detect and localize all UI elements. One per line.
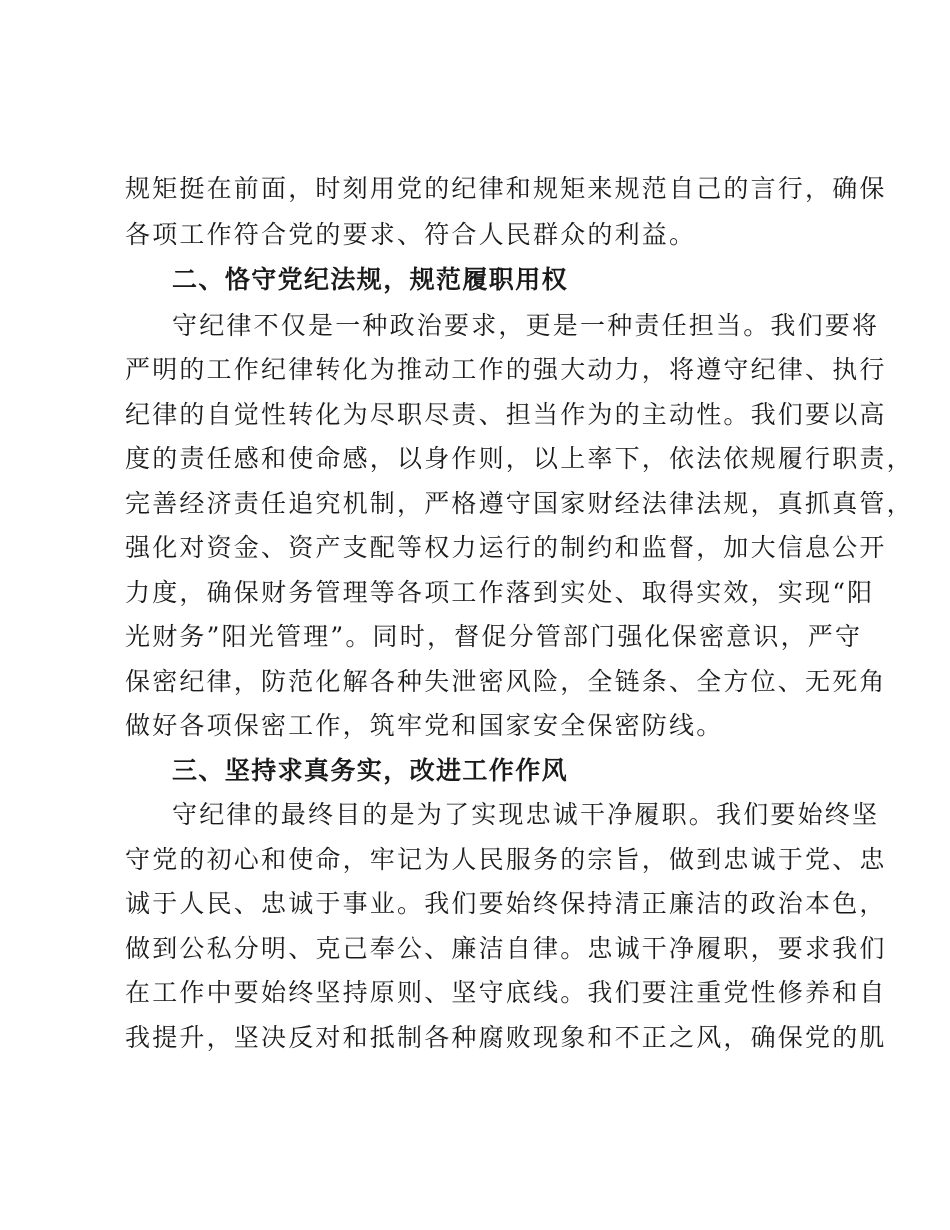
section-heading-2: 二、恪守党纪法规，规范履职用权	[172, 265, 569, 294]
text-line: 做好各项保密工作，筑牢党和国家安全保密防线。	[125, 711, 724, 740]
text-line: 严明的工作纪律转化为推动工作的强大动力，将遵守纪律、执行	[125, 355, 887, 384]
text-line: 诚于人民、忠诚于事业。我们要始终保持清正廉洁的政治本色，	[125, 889, 887, 918]
paragraph-first-line: 守纪律的最终目的是为了实现忠诚干净履职。我们要始终坚	[172, 800, 880, 829]
text-line: 力度，确保财务管理等各项工作落到实处、取得实效，实现“阳	[125, 578, 875, 607]
text-line: 度的责任感和使命感，以身作则，以上率下，依法依规履行职责，	[125, 444, 914, 473]
text-line: 守党的初心和使命，牢记为人民服务的宗旨，做到忠诚于党、忠	[125, 845, 887, 874]
text-line: 强化对资金、资产支配等权力运行的制约和监督，加大信息公开	[125, 533, 887, 562]
text-line: 保密纪律，防范化解各种失泄密风险，全链条、全方位、无死角	[125, 667, 887, 696]
text-line: 在工作中要始终坚持原则、坚守底线。我们要注重党性修养和自	[125, 978, 887, 1007]
text-line: 做到公私分明、克己奉公、廉洁自律。忠诚干净履职，要求我们	[125, 934, 887, 963]
text-line: 我提升，坚决反对和抵制各种腐败现象和不正之风，确保党的肌	[125, 1023, 887, 1052]
text-line: 各项工作符合党的要求、符合人民群众的利益。	[125, 220, 697, 249]
paragraph-first-line: 守纪律不仅是一种政治要求，更是一种责任担当。我们要将	[172, 311, 880, 340]
section-heading-3: 三、坚持求真务实，改进工作作风	[172, 756, 569, 785]
text-line: 纪律的自觉性转化为尽职尽责、担当作为的主动性。我们要以高	[125, 400, 887, 429]
text-line: 完善经济责任追究机制，严格遵守国家财经法律法规，真抓真管，	[125, 489, 914, 518]
text-line: 光财务”阳光管理”。同时，督促分管部门强化保密意识，严守	[125, 622, 863, 651]
text-line: 规矩挺在前面，时刻用党的纪律和规矩来规范自己的言行，确保	[125, 174, 887, 203]
